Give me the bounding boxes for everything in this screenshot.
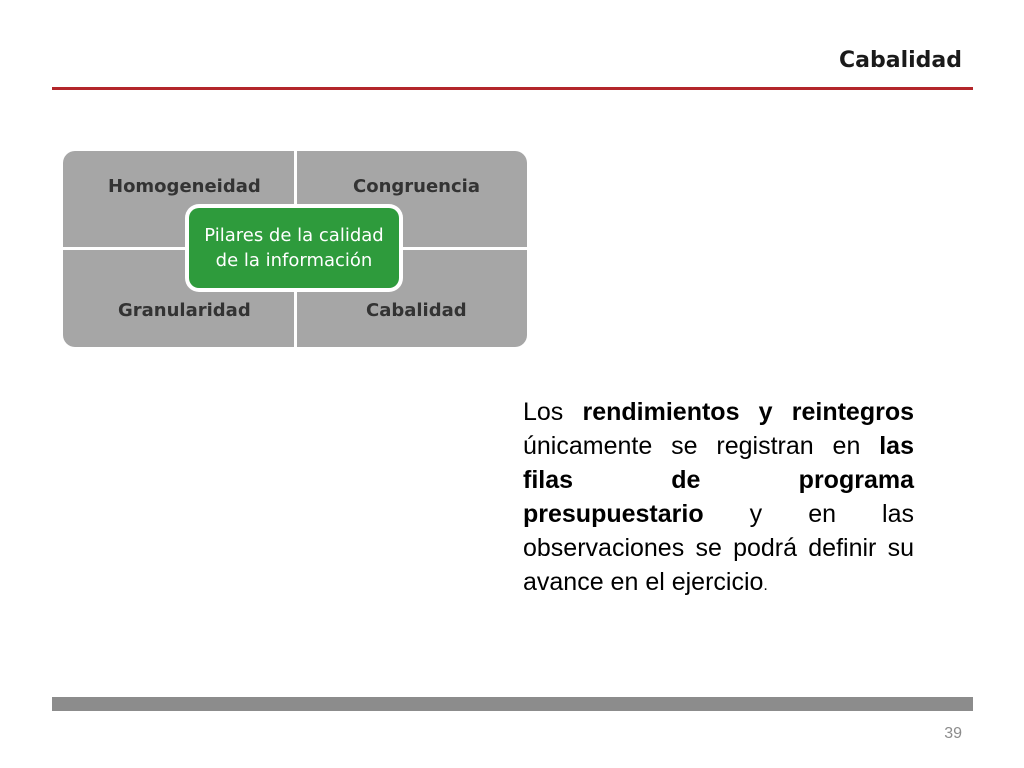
quality-pillars-diagram: [63, 151, 527, 347]
center-box: [189, 208, 399, 288]
para-period: .: [763, 577, 768, 594]
para-text-2: únicamente se registran en: [523, 432, 880, 460]
pillar-granularidad: Granularidad: [118, 300, 251, 321]
pillar-cabalidad: Cabalidad: [366, 300, 467, 321]
para-text-3: y en las observaciones se podrá definir su avance en el ejercicio: [523, 500, 914, 596]
para-text-1: Los: [523, 398, 583, 426]
center-label-line1: Pilares de la calidad: [204, 225, 384, 246]
pillar-homogeneidad: Homogeneidad: [108, 176, 261, 197]
center-label-line2: de la información: [215, 250, 373, 271]
center-box-frame: [185, 204, 403, 292]
pillar-congruencia: Congruencia: [353, 176, 480, 197]
footer-bar: [52, 697, 973, 711]
para-bold-1: rendimientos y reintegros: [582, 398, 914, 426]
para-bold-2: las filas de programa presupuestario: [523, 432, 914, 528]
slide-title: Cabalidad: [838, 48, 962, 73]
body-paragraph: [523, 395, 914, 603]
page-number: 39: [944, 725, 962, 742]
title-divider: [52, 87, 973, 90]
